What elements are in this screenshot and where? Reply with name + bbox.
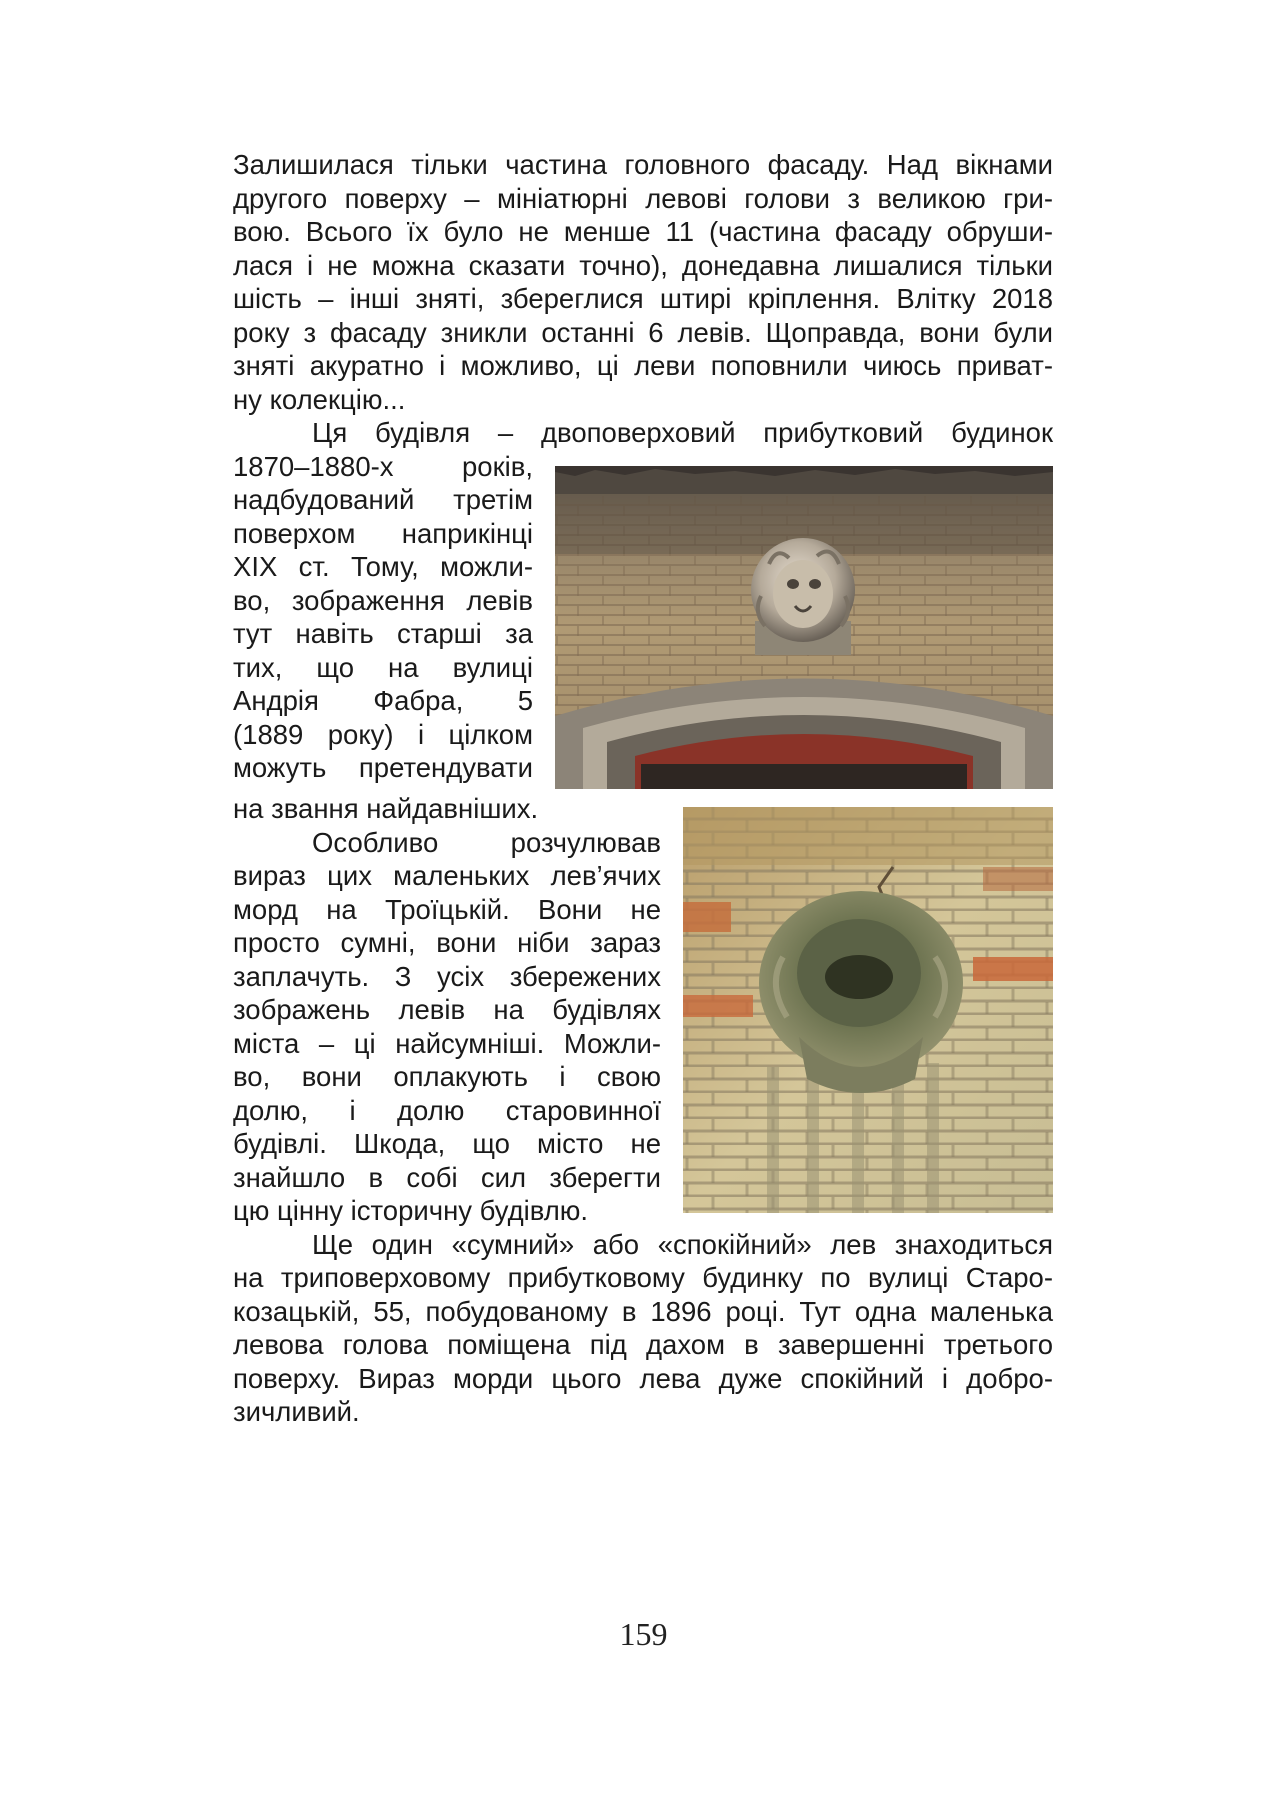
text-line: цю цінну історичну будівлю. xyxy=(233,1195,589,1226)
text-line: Особливо розчулював xyxy=(312,827,661,858)
text-line: левова голова поміщена під дахом в завершенні третього xyxy=(233,1329,1053,1360)
text-line: тут навіть старші за xyxy=(233,618,533,649)
text-line: зняті акуратно і можливо, ці леви поповнили чиюсь приват- xyxy=(233,350,1053,381)
text-line: XIX ст. Тому, можли- xyxy=(233,551,533,582)
text-line: на звання найдавніших. xyxy=(233,793,539,824)
text-line: надбудований третім xyxy=(233,484,533,515)
text-line: зичливий. xyxy=(233,1396,360,1427)
text-line: ну колекцію... xyxy=(233,384,406,415)
page-number: 159 xyxy=(619,1616,668,1652)
text-line: вираз цих маленьких лев’ячих xyxy=(233,860,661,891)
text-line: морд на Троїцькій. Вони не xyxy=(233,894,661,925)
text-line: тих, що на вулиці xyxy=(233,652,533,683)
text-line: долю, і долю старовинної xyxy=(233,1095,661,1126)
lion-head-window-photo xyxy=(555,466,1053,789)
text-line: Ще один «сумний» або «спокійний» лев знаходиться xyxy=(312,1229,1053,1260)
text-line: 1870–1880-х років, xyxy=(233,451,533,482)
weathered-lion-head-illustration xyxy=(683,807,1053,1213)
text-line: знайшло в собі сил зберегти xyxy=(233,1162,661,1193)
text-line: (1889 року) і цілком xyxy=(233,719,533,750)
text-line: поверху. Вираз морди цього лева дуже спокійний і добро- xyxy=(233,1363,1053,1394)
text-line: Ця будівля – двоповерховий прибутковий будинок xyxy=(312,417,1053,448)
text-line: року з фасаду зникли останні 6 левів. Щоправда, вони були xyxy=(233,317,1053,348)
text-line: на триповерховому прибутковому будинку по вулиці Старо- xyxy=(233,1262,1053,1293)
text-line: Андрія Фабра, 5 xyxy=(233,685,533,716)
weathered-lion-head-photo xyxy=(683,807,1053,1213)
text-line: козацькій, 55, побудованому в 1896 році. Тут одна маленька xyxy=(233,1296,1053,1327)
text-line: міста – ці найсумніші. Можли- xyxy=(233,1028,661,1059)
text-line: шість – інші зняті, збереглися штирі кріплення. Влітку 2018 xyxy=(233,283,1053,314)
text-line: заплачуть. З усіх збережених xyxy=(233,961,661,992)
text-line: во, зображення левів xyxy=(233,585,533,616)
text-line: зображень левів на будівлях xyxy=(233,994,661,1025)
text-line: поверхом наприкінці xyxy=(233,518,533,549)
lion-head-window-illustration xyxy=(555,466,1053,789)
text-line: вою. Всього їх було не менше 11 (частина фасаду обруши- xyxy=(233,216,1053,247)
text-line: просто сумні, вони ніби зараз xyxy=(233,927,661,958)
text-line: можуть претендувати xyxy=(233,752,533,783)
text-line: другого поверху – мініатюрні левові голови з великою гри- xyxy=(233,183,1053,214)
text-line: лася і не можна сказати точно), донедавна лишалися тільки xyxy=(233,250,1053,281)
text-line: будівлі. Шкода, що місто не xyxy=(233,1128,661,1159)
text-line: Залишилася тільки частина головного фасаду. Над вікнами xyxy=(233,149,1053,180)
text-line: во, вони оплакують і свою xyxy=(233,1061,661,1092)
